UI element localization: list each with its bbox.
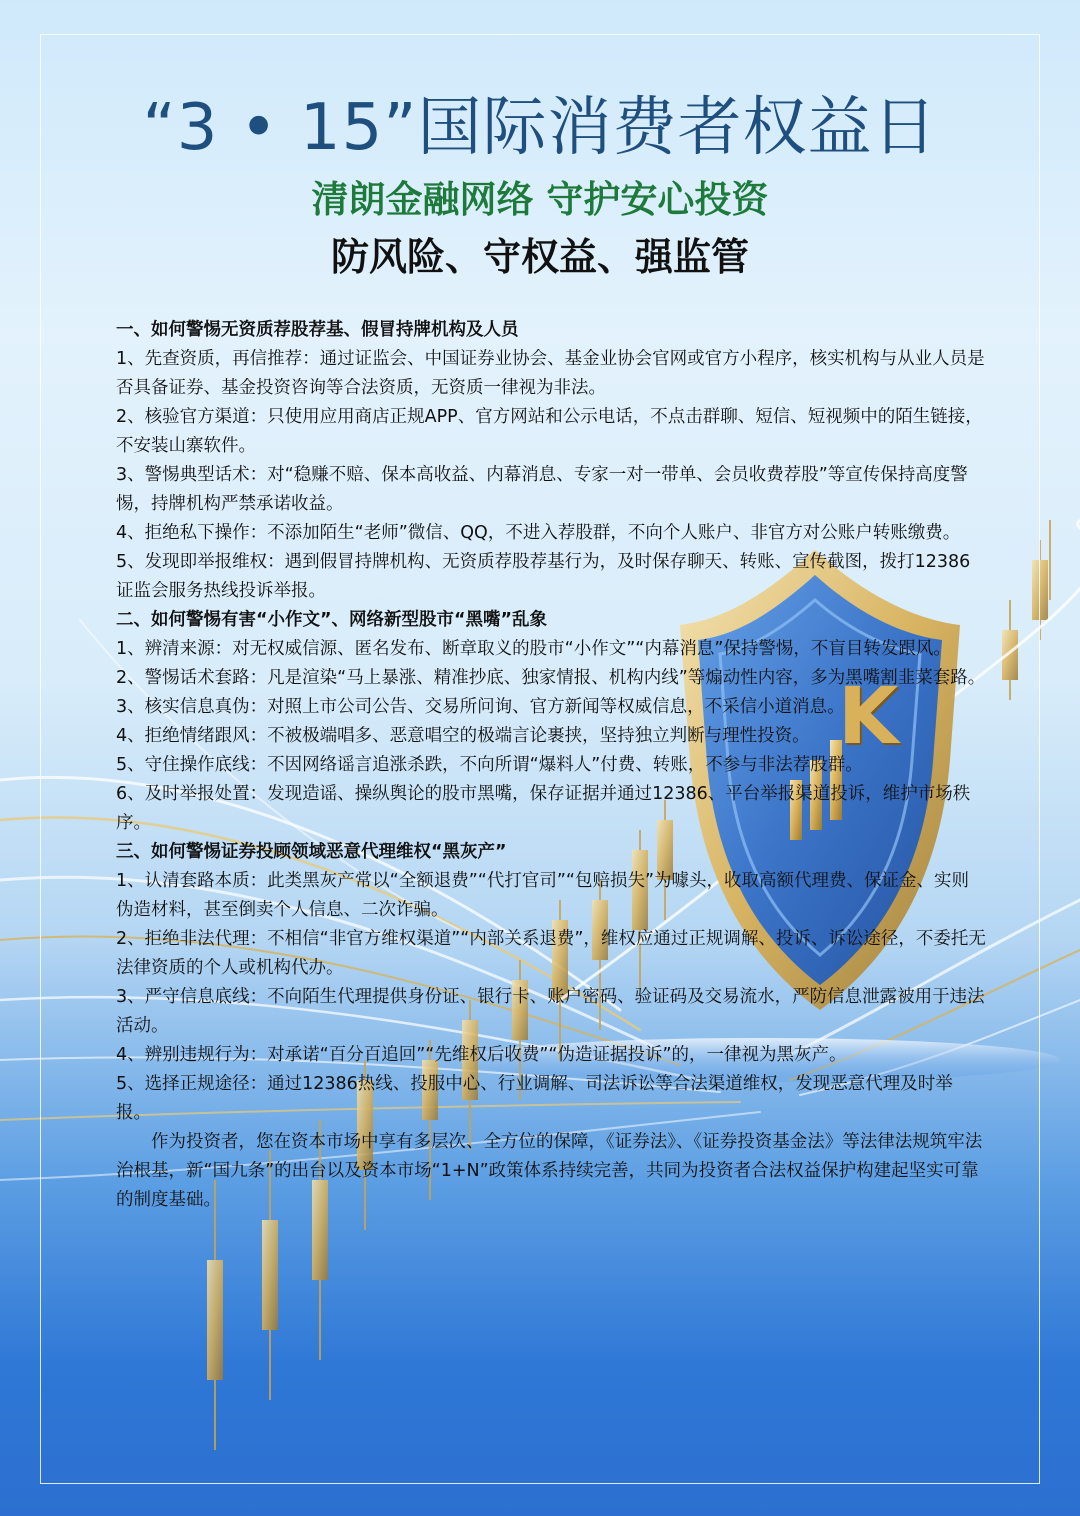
list-item: 6、及时举报处置：发现造谣、操纵舆论的股市黑嘴，保存证据并通过12386、平台举报渠道投诉，维护市场秩序。 (116, 784, 971, 833)
page-subtitle: 清朗金融网络 守护安心投资 (311, 178, 769, 221)
list-item: 5、发现即举报维权：遇到假冒持牌机构、无资质荐股荐基行为，及时保存聊天、转账、宣传截图，拨打12386证监会服务热线投诉举报。 (116, 552, 971, 601)
list-item: 1、辨清来源：对无权威信源、匿名发布、断章取义的股市“小作文”“内幕消息”保持警惕，不盲目转发跟风。 (116, 639, 951, 659)
section-heading: 一、如何警惕无资质荐股荐基、假冒持牌机构及人员 (116, 320, 519, 340)
page-title: “3 • 15”国际消费者权益日 (142, 91, 938, 165)
list-item: 2、核验官方渠道：只使用应用商店正规APP、官方网站和公示电话，不点击群聊、短信、短视频中的陌生链接，不安装山寨软件。 (116, 407, 983, 456)
section-heading: 三、如何警惕证券投顾领域恶意代理维权“黑灰产” (116, 842, 507, 862)
section-heading: 二、如何警惕有害“小作文”、网络新型股市“黑嘴”乱象 (116, 610, 548, 630)
list-item: 1、先查资质，再信推荐：通过证监会、中国证券业协会、基金业协会官网或官方小程序，核实机构与从业人员是否具备证券、基金投资咨询等合法资质，无资质一律视为非法。 (116, 349, 985, 398)
list-item: 4、辨别违规行为：对承诺“百分百追回”“先维权后收费”“伪造证据投诉”的，一律视为黑灰产。 (116, 1045, 847, 1065)
closing-paragraph: 作为投资者，您在资本市场中享有多层次、全方位的保障，《证券法》、《证券投资基金法》等法律法规筑牢法治根基，新“国九条”的出台以及资本市场“1+N”政策体系持续完善，共同为投资者合法权益保护构建起坚实可靠的制度基础。 (116, 1132, 983, 1210)
list-item: 1、认清套路本质：此类黑灰产常以“全额退费”“代打官司”“包赔损失”为噱头，收取高额代理费、保证金、实则伪造材料，甚至倒卖个人信息、二次诈骗。 (116, 871, 970, 920)
page-slogan: 防风险、守权益、强监管 (330, 235, 749, 279)
list-item: 4、拒绝私下操作：不添加陌生“老师”微信、QQ，不进入荐股群，不向个人账户、非官方对公账户转账缴费。 (116, 523, 961, 543)
list-item: 3、核实信息真伪：对照上市公司公告、交易所问询、官方新闻等权威信息，不采信小道消息。 (116, 697, 845, 717)
list-item: 5、选择正规途径：通过12386热线、投服中心、行业调解、司法诉讼等合法渠道维权，发现恶意代理及时举报。 (116, 1074, 953, 1123)
article-body (116, 316, 986, 1215)
list-item: 3、警惕典型话术：对“稳赚不赔、保本高收益、内幕消息、专家一对一带单、会员收费荐股”等宣传保持高度警惕，持牌机构严禁承诺收益。 (116, 465, 968, 514)
list-item: 2、警惕话术套路：凡是渲染“马上暴涨、精准抄底、独家情报、机构内线”等煽动性内容，多为黑嘴割韭菜套路。 (116, 668, 986, 688)
list-item: 2、拒绝非法代理：不相信“非官方维权渠道”“内部关系退费”，维权应通过正规调解、投诉、诉讼途径，不委托无法律资质的个人或机构代办。 (116, 929, 986, 978)
list-item: 3、严守信息底线：不向陌生代理提供身份证、银行卡、账户密码、验证码及交易流水，严防信息泄露被用于违法活动。 (116, 987, 985, 1036)
list-item: 5、守住操作底线：不因网络谣言追涨杀跌，不向所谓“爆料人”付费、转账，不参与非法荐股群。 (116, 755, 863, 775)
list-item: 4、拒绝情绪跟风：不被极端唱多、恶意唱空的极端言论裹挟，坚持独立判断与理性投资。 (116, 726, 810, 746)
emblem-letter: K (838, 672, 899, 762)
